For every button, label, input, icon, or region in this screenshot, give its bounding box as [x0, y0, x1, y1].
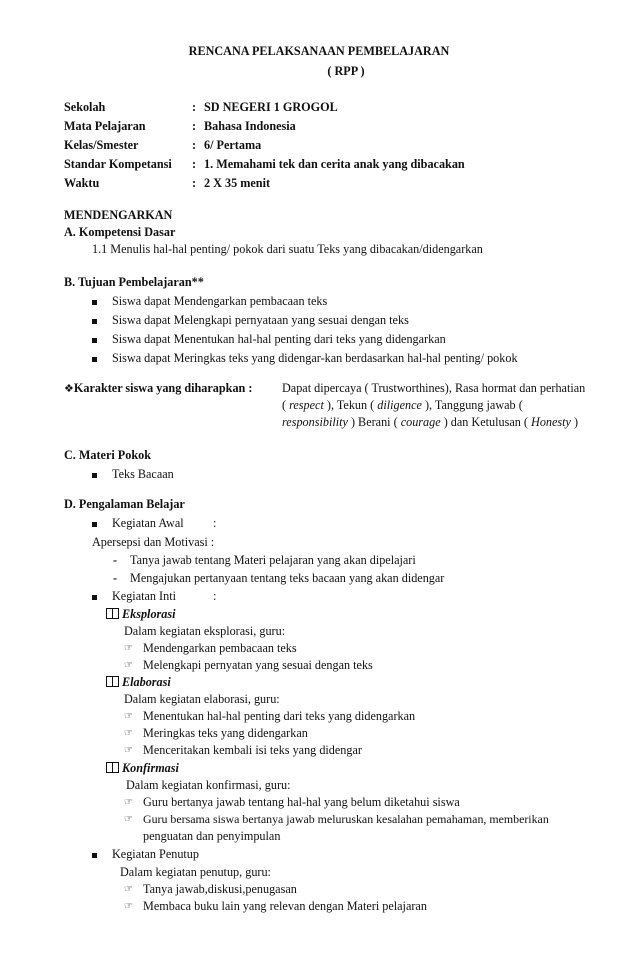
identity-value-mapel: Bahasa Indonesia — [204, 119, 296, 133]
awal-item-text: Tanya jawab tentang Materi pelajaran yang akan dipelajari — [130, 553, 416, 567]
pointing-hand-icon: ☞ — [124, 660, 133, 671]
open-book-icon — [106, 608, 119, 619]
konfirmasi-item: Guru bersama siswa bertanya jawab meluruskan kesalahan pemahaman, memberikan — [143, 812, 549, 826]
karakter-text: ), Tanggung jawab ( — [421, 398, 523, 412]
pointing-hand-icon: ☞ — [124, 643, 133, 654]
apersepsi-label: Apersepsi dan Motivasi : — [92, 535, 215, 549]
elaborasi-item: Menentukan hal-hal penting dari teks yang didengarkan — [143, 709, 416, 723]
identity-sep: : — [192, 100, 197, 114]
eksplorasi-item: Melengkapi pernyatan yang sesuai dengan teks — [143, 658, 373, 672]
tujuan-item-text: Siswa dapat Menentukan hal-hal penting dari teks yang didengarkan — [112, 332, 446, 346]
eksplorasi-title — [106, 607, 176, 623]
tujuan-item-text: Siswa dapat Melengkapi pernyataan yang sesuai dengan teks — [112, 313, 409, 327]
square-bullet-icon — [92, 338, 97, 343]
open-book-icon — [106, 676, 119, 687]
penutup-item: Tanya jawab,diskusi,penugasan — [143, 882, 297, 896]
karakter-text: ( — [282, 398, 290, 412]
konfirmasi-title-text: Konfirmasi — [122, 761, 179, 775]
elaborasi-item: Menceritakan kembali isi teks yang didengar — [143, 743, 362, 757]
square-bullet-icon — [92, 853, 97, 858]
square-bullet-icon — [92, 357, 97, 362]
dash-bullet-icon: - — [113, 553, 118, 567]
tujuan-item — [92, 351, 97, 367]
pointing-hand-icon: ☞ — [124, 814, 133, 825]
heading-materi-pokok: C. Materi Pokok — [64, 448, 151, 462]
square-bullet-icon — [92, 522, 97, 527]
eksplorasi-item: Mendengarkan pembacaan teks — [143, 641, 297, 655]
square-bullet-icon — [92, 595, 97, 600]
karakter-text: ), Tekun ( — [323, 398, 378, 412]
karakter-line-1: Dapat dipercaya ( Trustworthines), Rasa hormat dan perhatian — [282, 381, 586, 395]
karakter-text: ) — [570, 415, 579, 429]
kegiatan-inti-colon: : — [213, 589, 217, 603]
identity-sep: : — [192, 138, 197, 152]
document-title: RENCANA PELAKSANAAN PEMBELAJARAN — [188, 44, 450, 58]
konfirmasi-intro: Dalam kegiatan konfirmasi, guru: — [126, 778, 291, 792]
dash-bullet-icon: - — [113, 571, 118, 585]
heading-tujuan: B. Tujuan Pembelajaran** — [64, 275, 204, 289]
kegiatan-awal-label: Kegiatan Awal — [112, 516, 184, 530]
square-bullet-icon — [92, 319, 97, 324]
karakter-text: ) Berani ( — [347, 415, 401, 429]
karakter-responsibility: responsibility — [282, 415, 348, 429]
pointing-hand-icon: ☞ — [124, 797, 133, 808]
kegiatan-penutup-bullet — [92, 847, 97, 863]
kegiatan-penutup-label: Kegiatan Penutup — [112, 847, 199, 861]
materi-item-text: Teks Bacaan — [112, 467, 174, 481]
penutup-item: Membaca buku lain yang relevan dengan Materi pelajaran — [143, 899, 427, 913]
karakter-honesty: Honesty — [531, 415, 571, 429]
konfirmasi-item: Guru bertanya jawab tentang hal-hal yang belum diketahui siswa — [143, 795, 460, 809]
pointing-hand-icon: ☞ — [124, 728, 133, 739]
kompetensi-dasar-text: 1.1 Menulis hal-hal penting/ pokok dari suatu Teks yang dibacakan/didengarkan — [92, 242, 483, 256]
awal-item-text: Mengajukan pertanyaan tentang teks bacaan yang akan didengar — [130, 571, 445, 585]
pointing-hand-icon: ☞ — [124, 901, 133, 912]
karakter-line-3 — [282, 415, 578, 431]
elaborasi-title — [106, 675, 171, 691]
karakter-respect: respect — [289, 398, 324, 412]
pointing-hand-icon: ☞ — [124, 711, 133, 722]
tujuan-item-text: Siswa dapat Mendengarkan pembacaan teks — [112, 294, 328, 308]
heading-kompetensi-dasar: A. Kompetensi Dasar — [64, 225, 176, 239]
document-subtitle: ( RPP ) — [327, 64, 365, 78]
konfirmasi-item-cont: penguatan dan penyimpulan — [143, 829, 281, 843]
eksplorasi-title-text: Eksplorasi — [122, 607, 176, 621]
kegiatan-awal-colon: : — [213, 516, 217, 530]
open-book-icon — [106, 762, 119, 773]
identity-label-waktu: Waktu — [64, 176, 100, 190]
karakter-line-2 — [282, 398, 523, 414]
identity-label-sekolah: Sekolah — [64, 100, 106, 114]
kegiatan-awal-bullet — [92, 516, 97, 532]
elaborasi-item: Meringkas teks yang didengarkan — [143, 726, 308, 740]
identity-value-sekolah: SD NEGERI 1 GROGOL — [204, 100, 338, 114]
tujuan-item-text: Siswa dapat Meringkas teks yang didengar-kan berdasarkan hal-hal penting/ pokok — [112, 351, 518, 365]
pointing-hand-icon: ☞ — [124, 745, 133, 756]
identity-value-kelas: 6/ Pertama — [204, 138, 262, 152]
identity-sep: : — [192, 157, 197, 171]
karakter-label-text: Karakter siswa yang diharapkan : — [73, 381, 253, 395]
identity-sep: : — [192, 119, 197, 133]
elaborasi-title-text: Elaborasi — [122, 675, 171, 689]
tujuan-item — [92, 313, 97, 329]
karakter-courage: courage — [400, 415, 441, 429]
identity-label-mapel: Mata Pelajaran — [64, 119, 146, 133]
konfirmasi-title — [106, 761, 179, 777]
eksplorasi-intro: Dalam kegiatan eksplorasi, guru: — [124, 624, 286, 638]
identity-value-waktu: 2 X 35 menit — [204, 176, 271, 190]
section-mendengarkan: MENDENGARKAN — [64, 208, 173, 222]
karakter-diligence: diligence — [377, 398, 422, 412]
elaborasi-intro: Dalam kegiatan elaborasi, guru: — [124, 692, 280, 706]
pointing-hand-icon: ☞ — [124, 884, 133, 895]
karakter-label — [64, 381, 252, 397]
square-bullet-icon — [92, 473, 97, 478]
tujuan-item — [92, 332, 97, 348]
penutup-intro: Dalam kegiatan penutup, guru: — [120, 865, 271, 879]
heading-pengalaman-belajar: D. Pengalaman Belajar — [64, 497, 185, 511]
identity-label-sk: Standar Kompetansi — [64, 157, 172, 171]
kegiatan-inti-label: Kegiatan Inti — [112, 589, 176, 603]
karakter-text: ) dan Ketulusan ( — [440, 415, 532, 429]
diamond-bullet-icon: ❖ — [64, 382, 74, 395]
identity-value-sk: 1. Memahami tek dan cerita anak yang dibacakan — [204, 157, 465, 171]
kegiatan-inti-bullet — [92, 589, 97, 605]
identity-sep: : — [192, 176, 197, 190]
materi-item — [92, 467, 97, 483]
identity-label-kelas: Kelas/Smester — [64, 138, 139, 152]
tujuan-item — [92, 294, 97, 310]
square-bullet-icon — [92, 300, 97, 305]
